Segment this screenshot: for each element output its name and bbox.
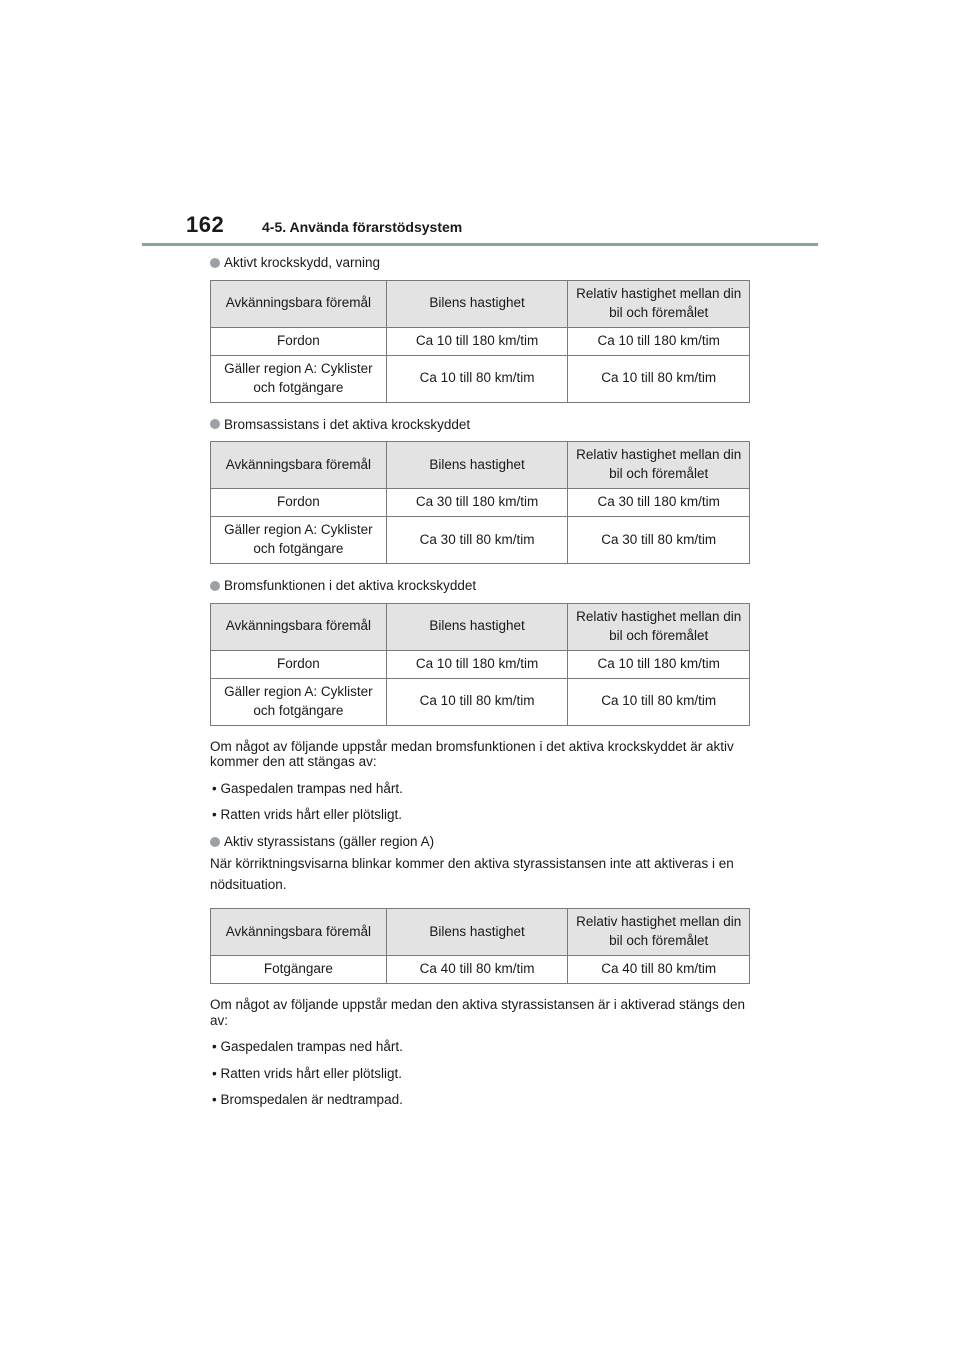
table-cell: Ca 10 till 180 km/tim xyxy=(386,650,568,678)
spec-table-steering-assist xyxy=(210,908,750,984)
section-heading-brake-assist xyxy=(210,416,752,434)
table-cell: Ca 10 till 180 km/tim xyxy=(386,327,568,355)
section-heading-label: Aktiv styrassistans (gäller region A) xyxy=(224,833,435,849)
section-heading-label: Bromsassistans i det aktiva krockskyddet xyxy=(224,416,471,432)
section-heading-label: Bromsfunktionen i det aktiva krockskyddet xyxy=(224,578,477,594)
table-row xyxy=(211,956,750,984)
table-row xyxy=(211,327,750,355)
table-cell: Gäller region A: Cyklister och fotgängare xyxy=(211,678,387,725)
table-header-row xyxy=(211,442,750,489)
table-cell: Gäller region A: Cyklister och fotgängare xyxy=(211,355,387,402)
table-cell: Ca 30 till 180 km/tim xyxy=(386,489,568,517)
header-cell-relative-speed: Relativ hastighet mellan din bil och föremålet xyxy=(568,603,750,650)
table-cell: Fotgängare xyxy=(211,956,387,984)
table-cell: Fordon xyxy=(211,489,387,517)
table-cell: Fordon xyxy=(211,327,387,355)
table-cell: Ca 30 till 80 km/tim xyxy=(386,517,568,564)
header-cell-object: Avkänningsbara föremål xyxy=(211,603,387,650)
table-row xyxy=(211,489,750,517)
table-cell: Ca 10 till 180 km/tim xyxy=(568,327,750,355)
table-cell: Ca 10 till 80 km/tim xyxy=(568,678,750,725)
table-row xyxy=(211,650,750,678)
table-header-row xyxy=(211,280,750,327)
bullet-dot-icon xyxy=(210,419,220,429)
table-cell: Ca 30 till 80 km/tim xyxy=(568,517,750,564)
list-item: • Ratten vrids hårt eller plötsligt. xyxy=(212,1065,403,1081)
deactivation-note: Om något av följande uppstår medan den aktiva styrassistansen är i aktiverad stängs den av: xyxy=(210,997,746,1028)
list-item: • Bromspedalen är nedtrampad. xyxy=(212,1092,403,1108)
spec-table-brake-function xyxy=(210,603,750,726)
table-cell: Ca 10 till 80 km/tim xyxy=(386,355,568,402)
bullet-dot-icon xyxy=(210,581,220,591)
table-cell: Ca 10 till 180 km/tim xyxy=(568,650,750,678)
section-heading-steering-assist xyxy=(210,833,752,851)
spec-table-warning xyxy=(210,280,750,403)
bullet-dot-icon xyxy=(210,837,220,847)
table-cell: Ca 10 till 80 km/tim xyxy=(568,355,750,402)
deactivation-note: Om något av följande uppstår medan bromsfunktionen i det aktiva krockskyddet är aktiv kommer den att stängas av: xyxy=(210,738,734,770)
header-cell-object: Avkänningsbara föremål xyxy=(211,909,387,956)
header-divider xyxy=(142,243,818,246)
spec-table-brake-assist xyxy=(210,441,750,564)
table-cell: Ca 40 till 80 km/tim xyxy=(568,956,750,984)
header-cell-speed: Bilens hastighet xyxy=(386,603,568,650)
header-cell-object: Avkänningsbara föremål xyxy=(211,442,387,489)
section-heading-label: Aktivt krockskydd, varning xyxy=(224,255,381,270)
header-cell-speed: Bilens hastighet xyxy=(386,442,568,489)
header-cell-speed: Bilens hastighet xyxy=(386,909,568,956)
header-cell-object: Avkänningsbara föremål xyxy=(211,280,387,327)
list-item: • Gaspedalen trampas ned hårt. xyxy=(212,780,403,796)
table-cell: Ca 40 till 80 km/tim xyxy=(386,956,568,984)
section-heading-brake-function xyxy=(210,577,752,595)
page-content xyxy=(210,254,752,1118)
header-cell-relative-speed: Relativ hastighet mellan din bil och föremålet xyxy=(568,442,750,489)
steering-intro: När körriktningsvisarna blinkar kommer den aktiva styrassistansen inte att aktiveras i en nödsituation. xyxy=(210,856,734,893)
header-cell-speed: Bilens hastighet xyxy=(386,280,568,327)
table-cell: Ca 10 till 80 km/tim xyxy=(386,678,568,725)
table-row xyxy=(211,355,750,402)
table-cell: Gäller region A: Cyklister och fotgängare xyxy=(211,517,387,564)
list-item: • Gaspedalen trampas ned hårt. xyxy=(212,1039,403,1055)
bullet-dot-icon xyxy=(210,258,220,268)
table-row xyxy=(211,678,750,725)
table-header-row xyxy=(211,603,750,650)
section-heading-warning xyxy=(210,254,752,272)
table-cell: Ca 30 till 180 km/tim xyxy=(568,489,750,517)
list-item: • Ratten vrids hårt eller plötsligt. xyxy=(212,807,403,823)
table-header-row xyxy=(211,909,750,956)
table-row xyxy=(211,517,750,564)
header-cell-relative-speed: Relativ hastighet mellan din bil och föremålet xyxy=(568,280,750,327)
table-cell: Fordon xyxy=(211,650,387,678)
header-cell-relative-speed: Relativ hastighet mellan din bil och föremålet xyxy=(568,909,750,956)
page-number: 162 xyxy=(186,212,225,237)
section-title: 4-5. Använda förarstödsystem xyxy=(262,219,463,235)
